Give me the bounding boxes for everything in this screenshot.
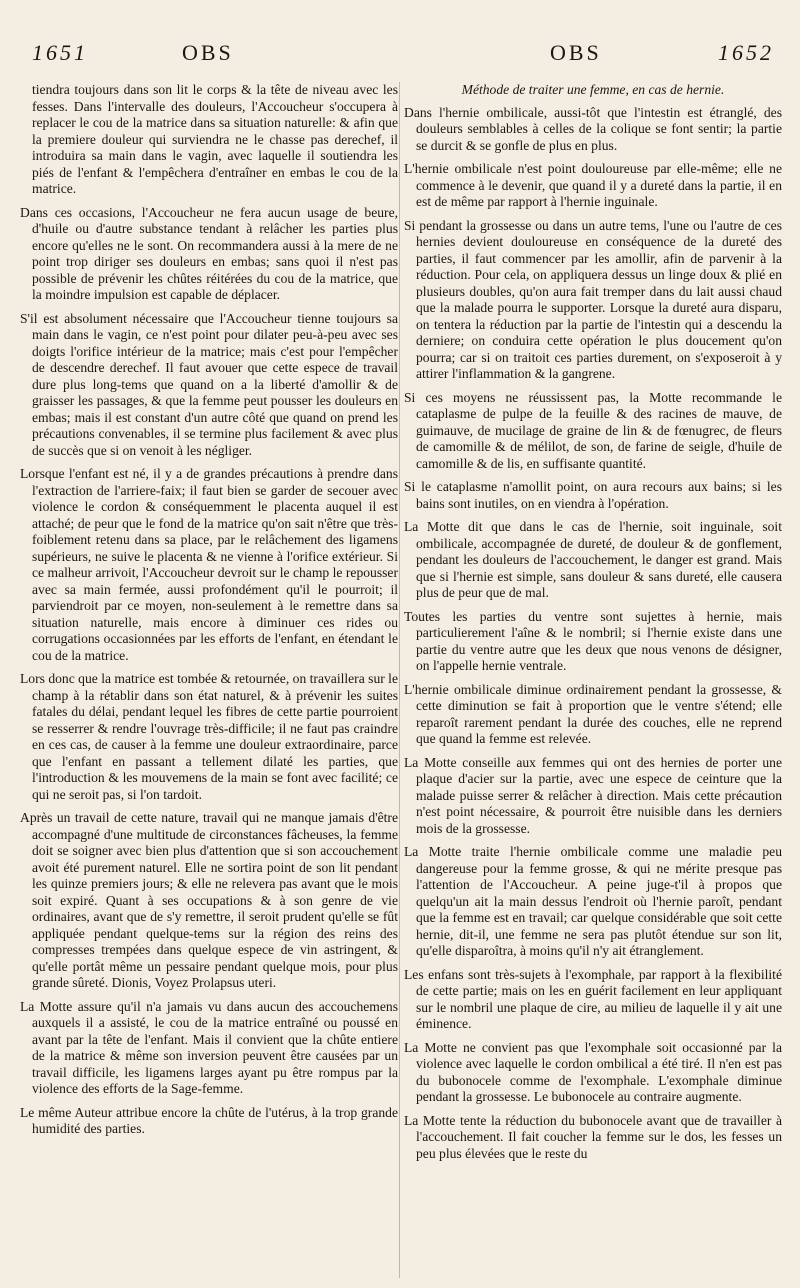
paragraph: Si pendant la grossesse ou dans un autre tems, l'une ou l'autre de ces hernies devient douloureuse en conséquence de la dureté des parties, il faut commencer par les amollir, afin de parvenir à la réduction. Pour cela, on appliquera dessus un linge doux & plié en plusieurs doubles, qu'on aura fait tremper dans du lait aussi chaud que la malade pourra le supporter. Lorsque la dureté aura disparu, on tentera la réduction par la partie de l'intestin qui a descendu la derniere; on conduira cette opération le plus doucement qu'on pourra; car si on traitoit ces parties durement, on s'exposeroit à y attirer l'inflammation & la gangrene. [404,217,782,381]
paragraph: La Motte traite l'hernie ombilicale comme une maladie peu dangereuse pour la femme grosse, & qui ne mérite presque pas l'attention de l'Accoucheur. A peine juge-t'il à propos que quelqu'un ait la main dessus l'endroit où l'hernie paroît, pendant que la femme est en travail; car quelque considérable que soit cette hernie, dit-il, une femme ne sera pas plutôt étendue sur son lit, qu'elle disparoîtra, à moins qu'il n'y ait étranglement. [404,844,782,958]
paragraph: Dans ces occasions, l'Accoucheur ne fera aucun usage de beure, d'huile ou d'autre substance tendant à relâcher les parties plus encore qu'elles ne le sont. On recommandera aussi à la mere de ne point trop diriger ses douleurs en embas; sans quoi il n'est pas possible de prévenir les chûtes réitérées du cou de la matrice, que la moindre impulsion est capable de déplacer. [20,204,398,302]
page-number-right: 1652 [718,40,774,65]
paragraph: Lorsque l'enfant est né, il y a de grandes précautions à prendre dans l'extraction de l'arriere-faix; il faut bien se garder de secouer avec violence le cordon & conséquemment le placenta auquel il est attaché; de peur que le fond de la matrice qu'on sait n'être que très-foiblement retenu dans sa place, par le relâchement des ligamens supérieurs, ne suive le placenta & ne vienne à l'orifice extérieur. Si ce malheur arrivoit, l'Accoucheur devroit sur le champ le repousser avec sa main fermée, aussi profondément qu'il le pourroit; il parviendroit par ce moyen, non-seulement à le remettre dans sa situation naturelle, mais encore à diminuer ces rides ou corrugations occasionnées par les efforts de l'enfant, en étendant le cou de la matrice. [20,466,398,663]
headword-left: OBS [182,40,234,65]
paragraph: Lors donc que la matrice est tombée & retournée, on travaillera sur le champ à la rétablir dans son état naturel, & à prévenir les suites fatales du délai, pendant lequel les fibres de cette partie pourroient se resserrer & rendre l'ouvrage très-difficile; il ne faut pas craindre en ces cas, de causer à la femme une douleur extraordinaire, parce que l'enfant en passant a tellement dilaté les parties, que l'introduction & les mouvemens de la main se font avec facilité; ce qui ne seroit pas, si l'on tardoit. [20,671,398,802]
section-subheading: Méthode de traiter une femme, en cas de hernie. [461,82,725,97]
paragraph: tiendra toujours dans son lit le corps & la tête de niveau avec les fesses. Dans l'intervalle des douleurs, l'Accoucheur s'occupera à replacer le cou de la matrice dans sa situation naturelle: & afin que la premiere douleur qui surviendra ne le chasse pas derechef, il introduira sa main dans le vagin, avec laquelle il soutiendra les piés de l'enfant & l'empêchera d'entraîner en embas le cou de la matrice. [32,82,398,196]
paragraph: Les enfans sont très-sujets à l'exomphale, par rapport à la flexibilité de cette partie; mais on les en guérit facilement en leur appliquant sur le nombril une plaque de cire, au milieu de laquelle il y ait une éminence. [404,966,782,1031]
paragraph: La Motte conseille aux femmes qui ont des hernies de porter une plaque d'acier sur la partie, avec une espece de ceinture que la malade puisse serrer & relâcher à direction. Mais cette précaution n'est point nécessaire, & pourroit être nuisible dans les derniers mois de la grossesse. [404,754,782,836]
paragraph: S'il est absolument nécessaire que l'Accoucheur tienne toujours sa main dans le vagin, ce n'est point pour dilater peu-à-peu avec ses doigts l'orifice intérieur de la matrice; mais c'est pour l'empêcher de descendre derechef. Il faut avouer que cette espece de travail dure plus long-tems que quand on a la liberté d'amollir & de graisser les passages, & que la femme peut pousser les douleurs en embas; mais il est constant d'un autre côté que quand on prend les précautions convenables, il se termine plus facilement & avec plus de succès que si on venoit à les négliger. [20,310,398,458]
paragraph: La Motte tente la réduction du bubonocele avant que de travailler à l'accouchement. Il fait coucher la femme sur le dos, les fesses un peu plus élevées que le reste du [404,1112,782,1161]
headword-right: OBS [550,40,602,65]
paragraph: Si le cataplasme n'amollit point, on aura recours aux bains; si les bains sont inutiles, on en viendra à l'opération. [404,479,782,511]
running-header [22,40,778,74]
page-number-left: 1651 [32,40,88,65]
paragraph: La Motte ne convient pas que l'exomphale soit occasionné par la violence avec laquelle le cordon ombilical a été tiré. Il n'en est pas du bubonocele comme de l'exomphale. L'exomphale diminue pendant la grossesse. Le bubonocele au contraire augmente. [404,1039,782,1104]
left-column [20,82,398,1145]
paragraph: La Motte assure qu'il n'a jamais vu dans aucun des accouchemens auxquels il a assisté, le cou de la matrice entraîné ou poussé en avant par la tête de l'enfant. Mais il convient que la chûte entiere de la matrice & même son inversion peuvent être causées par un travail difficile, les ligamens larges ayant pu être rompus par la violence des efforts de la Sage-femme. [20,998,398,1096]
paragraph: Après un travail de cette nature, travail qui ne manque jamais d'être accompagné d'une multitude de circonstances fâcheuses, la femme doit se soigner avec bien plus d'attention que si son accouchement avoit été purement naturel. Elle ne sortira point de son lit pendant les quinze premiers jours; & elle ne relevera pas avant que le mois soit expiré. Quant à ses occupations & à son genre de vie ordinaires, avant que de s'y remettre, il seroit prudent qu'elle se fût appliquée pendant quelque-tems sur la région des reins des compresses trempées dans quelque espece de vin astringent, & qu'elle portât même un pessaire pendant quelque mois, pour plus grande sûreté. Dionis, Voyez Prolapsus uteri. [20,810,398,990]
paragraph: L'hernie ombilicale n'est point douloureuse par elle-même; elle ne commence à le devenir, que quand il y a dureté dans la partie, il en est de même par rapport à l'hernie inguinale. [404,161,782,209]
paragraph: Dans l'hernie ombilicale, aussi-tôt que l'intestin est étranglé, des douleurs semblables à celles de la colique se font sentir; la partie se durcit & se gonfle de plus en plus. [404,104,782,153]
paragraph: Le même Auteur attribue encore la chûte de l'utérus, à la trop grande humidité des parties. [20,1104,398,1136]
right-column [404,82,782,1169]
paragraph: Si ces moyens ne réussissent pas, la Motte recommande le cataplasme de pulpe de la feuille & des racines de mauve, de guimauve, de mucilage de graine de lin & de fœnugrec, de fleurs de camomille & de mélilot, de son, de farine de seigle, d'huile de camomille & de lis, en suffisante quantité. [404,389,782,471]
paragraph: L'hernie ombilicale diminue ordinairement pendant la grossesse, & cette diminution se fait à proportion que le ventre s'étend; elle reparoît rarement pendant la durée des couches, elle ne reprend que quand la femme est relevée. [404,681,782,746]
column-divider [399,82,400,1278]
paragraph: Toutes les parties du ventre sont sujettes à hernie, mais particulierement l'aîne & le nombril; si l'hernie existe dans une partie du ventre autre que les deux que nous venons de désigner, on l'appelle hernie ventrale. [404,608,782,673]
paragraph: La Motte dit que dans le cas de l'hernie, soit inguinale, soit ombilicale, accompagnée de dureté, de douleur & de gonflement, pendant les douleurs de l'accouchement, le danger est grand. Mais que si l'hernie est simple, sans douleur & sans dureté, elle causera plus de peur que de mal. [404,519,782,600]
